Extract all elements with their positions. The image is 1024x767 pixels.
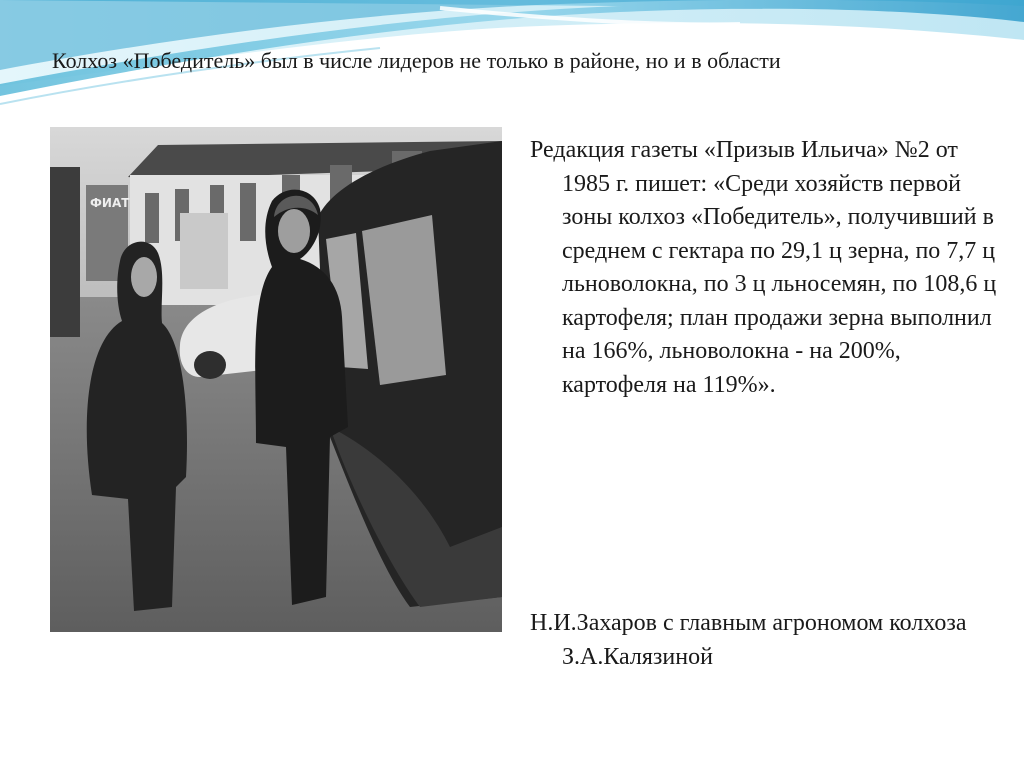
photograph-scene xyxy=(50,127,502,632)
photo-window xyxy=(145,193,159,243)
photo-poster-text: ФИАТ xyxy=(90,196,130,210)
newspaper-quote: Редакция газеты «Призыв Ильича» №2 от 1985 г. пишет: «Среди хозяйств первой зоны колхоз «Победитель», получивший в среднем с гектара по 29,1 ц зерна, по 7,7 ц льноволокна, по 3 ц льносемян, по 108,6 ц картофеля; план продажи зерна выполнил на 166%, льноволокна - на 200%, картофеля на 119%». xyxy=(530,137,997,398)
photo-window xyxy=(240,183,256,241)
photo-billboard xyxy=(180,213,228,289)
photo-woman-face xyxy=(131,257,157,297)
photo-caption: Н.И.Захаров с главным агрономом колхоза З.А.Калязиной xyxy=(530,610,967,670)
photo-car-wheel xyxy=(194,351,226,379)
slide-title: Колхоз «Победитель» был в числе лидеров не только в районе, но и в области xyxy=(52,48,781,73)
archival-photograph xyxy=(50,127,502,632)
photo-man-face xyxy=(278,209,310,253)
photo-tree-left xyxy=(50,167,80,337)
